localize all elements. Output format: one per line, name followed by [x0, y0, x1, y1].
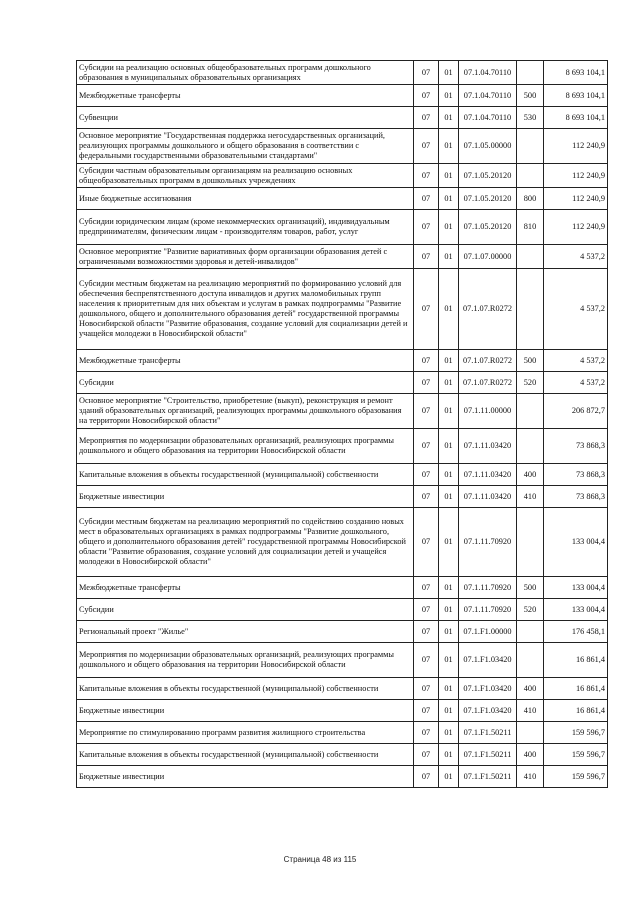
row-name-cell: Мероприятия по модернизации образовательных организаций, реализующих программы дошкольного и общего образования на территории Новосибирской области — [77, 429, 414, 464]
row-subsection-cell: 01 — [439, 464, 459, 486]
row-amount-cell: 73 868,3 — [544, 486, 608, 508]
row-subsection-cell: 01 — [439, 245, 459, 269]
row-target-code-cell: 07.1.11.03420 — [459, 429, 517, 464]
row-section-cell: 07 — [414, 643, 439, 678]
row-amount-cell: 112 240,9 — [544, 129, 608, 164]
row-target-code-cell: 07.1.05.20120 — [459, 164, 517, 188]
row-name-cell: Бюджетные инвестиции — [77, 766, 414, 788]
row-amount-cell: 112 240,9 — [544, 164, 608, 188]
row-expense-type-cell: 520 — [517, 599, 544, 621]
row-target-code-cell: 07.1.11.00000 — [459, 394, 517, 429]
row-name-cell: Межбюджетные трансферты — [77, 350, 414, 372]
row-target-code-cell: 07.1.F1.50211 — [459, 722, 517, 744]
row-expense-type-cell — [517, 269, 544, 350]
row-amount-cell: 159 596,7 — [544, 722, 608, 744]
row-expense-type-cell — [517, 164, 544, 188]
table-row — [77, 269, 608, 350]
row-expense-type-cell — [517, 429, 544, 464]
row-section-cell: 07 — [414, 722, 439, 744]
row-subsection-cell: 01 — [439, 350, 459, 372]
row-name-cell: Субсидии местным бюджетам на реализацию мероприятий по содействию созданию новых мест в образовательных организациях в рамках подпрограммы "Развитие дошкольного, общего и дополнительного образования детей" государственной программы Новосибирской области "Развитие образования, создание условий для социализации детей и учащейся молодежи в Новосибирской области" — [77, 508, 414, 577]
row-name-cell: Капитальные вложения в объекты государственной (муниципальной) собственности — [77, 464, 414, 486]
row-target-code-cell: 07.1.F1.50211 — [459, 744, 517, 766]
row-subsection-cell: 01 — [439, 85, 459, 107]
row-section-cell: 07 — [414, 700, 439, 722]
row-amount-cell: 4 537,2 — [544, 350, 608, 372]
row-section-cell: 07 — [414, 164, 439, 188]
row-name-cell: Иные бюджетные ассигнования — [77, 188, 414, 210]
row-amount-cell: 4 537,2 — [544, 372, 608, 394]
row-name-cell: Субсидии местным бюджетам на реализацию мероприятий по формированию условий для обеспечения беспрепятственного доступа инвалидов и других маломобильных групп населения к приоритетным для них объектам и услугам в рамках подпрограммы "Развитие дошкольного, общего и дополнительного образования детей" государственной программы Новосибирской области "Развитие образования, создание условий для социализации детей и учащейся молодежи в Новосибирской области" — [77, 269, 414, 350]
row-section-cell: 07 — [414, 577, 439, 599]
row-subsection-cell: 01 — [439, 486, 459, 508]
page-footer: Страница 48 из 115 — [283, 855, 357, 864]
table-row — [77, 372, 608, 394]
row-target-code-cell: 07.1.11.70920 — [459, 577, 517, 599]
row-section-cell: 07 — [414, 350, 439, 372]
row-expense-type-cell — [517, 621, 544, 643]
table-row — [77, 245, 608, 269]
row-amount-cell: 133 004,4 — [544, 599, 608, 621]
table-row — [77, 164, 608, 188]
row-section-cell: 07 — [414, 210, 439, 245]
row-name-cell: Основное мероприятие "Развитие вариативных форм организации образования детей с ограниченными возможностями здоровья и детей-инвалидов" — [77, 245, 414, 269]
row-subsection-cell: 01 — [439, 210, 459, 245]
row-amount-cell: 159 596,7 — [544, 766, 608, 788]
row-amount-cell: 8 693 104,1 — [544, 61, 608, 85]
row-section-cell: 07 — [414, 394, 439, 429]
row-target-code-cell: 07.1.07.R0272 — [459, 269, 517, 350]
table-row — [77, 599, 608, 621]
row-section-cell: 07 — [414, 245, 439, 269]
row-target-code-cell: 07.1.07.00000 — [459, 245, 517, 269]
row-subsection-cell: 01 — [439, 129, 459, 164]
row-amount-cell: 133 004,4 — [544, 508, 608, 577]
row-section-cell: 07 — [414, 766, 439, 788]
table-row — [77, 107, 608, 129]
row-name-cell: Мероприятия по модернизации образовательных организаций, реализующих программы дошкольного и общего образования на территории Новосибирской области — [77, 643, 414, 678]
row-name-cell: Субсидии юридическим лицам (кроме некоммерческих организаций), индивидуальным предпринимателям, физическим лицам - производителям товаров, работ, услуг — [77, 210, 414, 245]
budget-table — [76, 60, 608, 788]
row-expense-type-cell: 800 — [517, 188, 544, 210]
row-amount-cell: 16 861,4 — [544, 643, 608, 678]
table-row — [77, 722, 608, 744]
row-section-cell: 07 — [414, 486, 439, 508]
table-row — [77, 350, 608, 372]
row-amount-cell: 159 596,7 — [544, 744, 608, 766]
row-subsection-cell: 01 — [439, 394, 459, 429]
row-name-cell: Капитальные вложения в объекты государственной (муниципальной) собственности — [77, 678, 414, 700]
row-name-cell: Субсидии — [77, 372, 414, 394]
table-row — [77, 61, 608, 85]
row-subsection-cell: 01 — [439, 372, 459, 394]
row-target-code-cell: 07.1.F1.03420 — [459, 643, 517, 678]
table-row — [77, 486, 608, 508]
row-expense-type-cell — [517, 508, 544, 577]
row-expense-type-cell — [517, 129, 544, 164]
table-row — [77, 678, 608, 700]
row-expense-type-cell — [517, 61, 544, 85]
row-subsection-cell: 01 — [439, 722, 459, 744]
row-expense-type-cell: 500 — [517, 85, 544, 107]
row-subsection-cell: 01 — [439, 766, 459, 788]
row-expense-type-cell — [517, 722, 544, 744]
row-section-cell: 07 — [414, 372, 439, 394]
row-expense-type-cell: 400 — [517, 744, 544, 766]
row-name-cell: Бюджетные инвестиции — [77, 486, 414, 508]
table-row — [77, 210, 608, 245]
row-target-code-cell: 07.1.05.00000 — [459, 129, 517, 164]
row-expense-type-cell — [517, 394, 544, 429]
row-section-cell: 07 — [414, 269, 439, 350]
row-name-cell: Межбюджетные трансферты — [77, 577, 414, 599]
row-subsection-cell: 01 — [439, 164, 459, 188]
row-section-cell: 07 — [414, 107, 439, 129]
row-section-cell: 07 — [414, 129, 439, 164]
table-row — [77, 394, 608, 429]
row-amount-cell: 16 861,4 — [544, 678, 608, 700]
row-section-cell: 07 — [414, 744, 439, 766]
row-name-cell: Основное мероприятие "Строительство, приобретение (выкуп), реконструкция и ремонт зданий образовательных организаций, реализующих программы дошкольного образования на территории Новосибирской области" — [77, 394, 414, 429]
row-target-code-cell: 07.1.05.20120 — [459, 188, 517, 210]
row-target-code-cell: 07.1.11.03420 — [459, 486, 517, 508]
row-subsection-cell: 01 — [439, 744, 459, 766]
row-subsection-cell: 01 — [439, 621, 459, 643]
row-amount-cell: 206 872,7 — [544, 394, 608, 429]
row-subsection-cell: 01 — [439, 107, 459, 129]
row-expense-type-cell: 410 — [517, 486, 544, 508]
row-expense-type-cell — [517, 643, 544, 678]
row-expense-type-cell: 410 — [517, 766, 544, 788]
row-name-cell: Субсидии — [77, 599, 414, 621]
row-section-cell: 07 — [414, 621, 439, 643]
row-expense-type-cell: 500 — [517, 350, 544, 372]
table-row — [77, 188, 608, 210]
row-expense-type-cell: 530 — [517, 107, 544, 129]
table-row — [77, 621, 608, 643]
row-name-cell: Основное мероприятие "Государственная поддержка негосударственных организаций, реализующих программы дошкольного и общего образования в соответствии с федеральными государственными образовательными стандартами" — [77, 129, 414, 164]
row-amount-cell: 112 240,9 — [544, 188, 608, 210]
row-subsection-cell: 01 — [439, 429, 459, 464]
row-section-cell: 07 — [414, 464, 439, 486]
row-amount-cell: 4 537,2 — [544, 269, 608, 350]
row-target-code-cell: 07.1.07.R0272 — [459, 372, 517, 394]
table-row — [77, 766, 608, 788]
row-amount-cell: 73 868,3 — [544, 429, 608, 464]
table-row — [77, 744, 608, 766]
row-subsection-cell: 01 — [439, 599, 459, 621]
row-section-cell: 07 — [414, 429, 439, 464]
row-target-code-cell: 07.1.04.70110 — [459, 61, 517, 85]
table-row — [77, 508, 608, 577]
table-row — [77, 129, 608, 164]
row-amount-cell: 112 240,9 — [544, 210, 608, 245]
row-expense-type-cell: 400 — [517, 464, 544, 486]
table-row — [77, 464, 608, 486]
row-subsection-cell: 01 — [439, 508, 459, 577]
row-name-cell: Капитальные вложения в объекты государственной (муниципальной) собственности — [77, 744, 414, 766]
row-target-code-cell: 07.1.F1.03420 — [459, 678, 517, 700]
row-subsection-cell: 01 — [439, 678, 459, 700]
row-subsection-cell: 01 — [439, 61, 459, 85]
row-target-code-cell: 07.1.F1.03420 — [459, 700, 517, 722]
row-target-code-cell: 07.1.11.70920 — [459, 508, 517, 577]
row-target-code-cell: 07.1.07.R0272 — [459, 350, 517, 372]
row-name-cell: Субвенции — [77, 107, 414, 129]
row-name-cell: Мероприятие по стимулированию программ развития жилищного строительства — [77, 722, 414, 744]
row-section-cell: 07 — [414, 188, 439, 210]
row-name-cell: Субсидии частным образовательным организациям на реализацию основных общеобразовательных программ в дошкольных учреждениях — [77, 164, 414, 188]
row-subsection-cell: 01 — [439, 700, 459, 722]
row-section-cell: 07 — [414, 85, 439, 107]
row-name-cell: Бюджетные инвестиции — [77, 700, 414, 722]
row-amount-cell: 133 004,4 — [544, 577, 608, 599]
row-subsection-cell: 01 — [439, 269, 459, 350]
row-name-cell: Региональный проект "Жилье" — [77, 621, 414, 643]
row-expense-type-cell: 410 — [517, 700, 544, 722]
row-subsection-cell: 01 — [439, 577, 459, 599]
row-target-code-cell: 07.1.04.70110 — [459, 85, 517, 107]
row-target-code-cell: 07.1.05.20120 — [459, 210, 517, 245]
budget-table-body — [77, 61, 608, 788]
row-section-cell: 07 — [414, 508, 439, 577]
row-section-cell: 07 — [414, 599, 439, 621]
table-row — [77, 577, 608, 599]
row-section-cell: 07 — [414, 61, 439, 85]
row-expense-type-cell — [517, 245, 544, 269]
row-amount-cell: 16 861,4 — [544, 700, 608, 722]
table-row — [77, 85, 608, 107]
row-target-code-cell: 07.1.11.03420 — [459, 464, 517, 486]
table-row — [77, 429, 608, 464]
row-name-cell: Субсидии на реализацию основных общеобразовательных программ дошкольного образования в муниципальных образовательных организациях — [77, 61, 414, 85]
table-row — [77, 643, 608, 678]
row-target-code-cell: 07.1.11.70920 — [459, 599, 517, 621]
row-amount-cell: 8 693 104,1 — [544, 85, 608, 107]
row-amount-cell: 73 868,3 — [544, 464, 608, 486]
row-expense-type-cell: 400 — [517, 678, 544, 700]
row-name-cell: Межбюджетные трансферты — [77, 85, 414, 107]
row-expense-type-cell: 500 — [517, 577, 544, 599]
row-amount-cell: 4 537,2 — [544, 245, 608, 269]
row-target-code-cell: 07.1.F1.50211 — [459, 766, 517, 788]
row-target-code-cell: 07.1.04.70110 — [459, 107, 517, 129]
row-expense-type-cell: 520 — [517, 372, 544, 394]
row-amount-cell: 176 458,1 — [544, 621, 608, 643]
row-section-cell: 07 — [414, 678, 439, 700]
table-row — [77, 700, 608, 722]
row-subsection-cell: 01 — [439, 643, 459, 678]
row-subsection-cell: 01 — [439, 188, 459, 210]
row-target-code-cell: 07.1.F1.00000 — [459, 621, 517, 643]
row-amount-cell: 8 693 104,1 — [544, 107, 608, 129]
row-expense-type-cell: 810 — [517, 210, 544, 245]
